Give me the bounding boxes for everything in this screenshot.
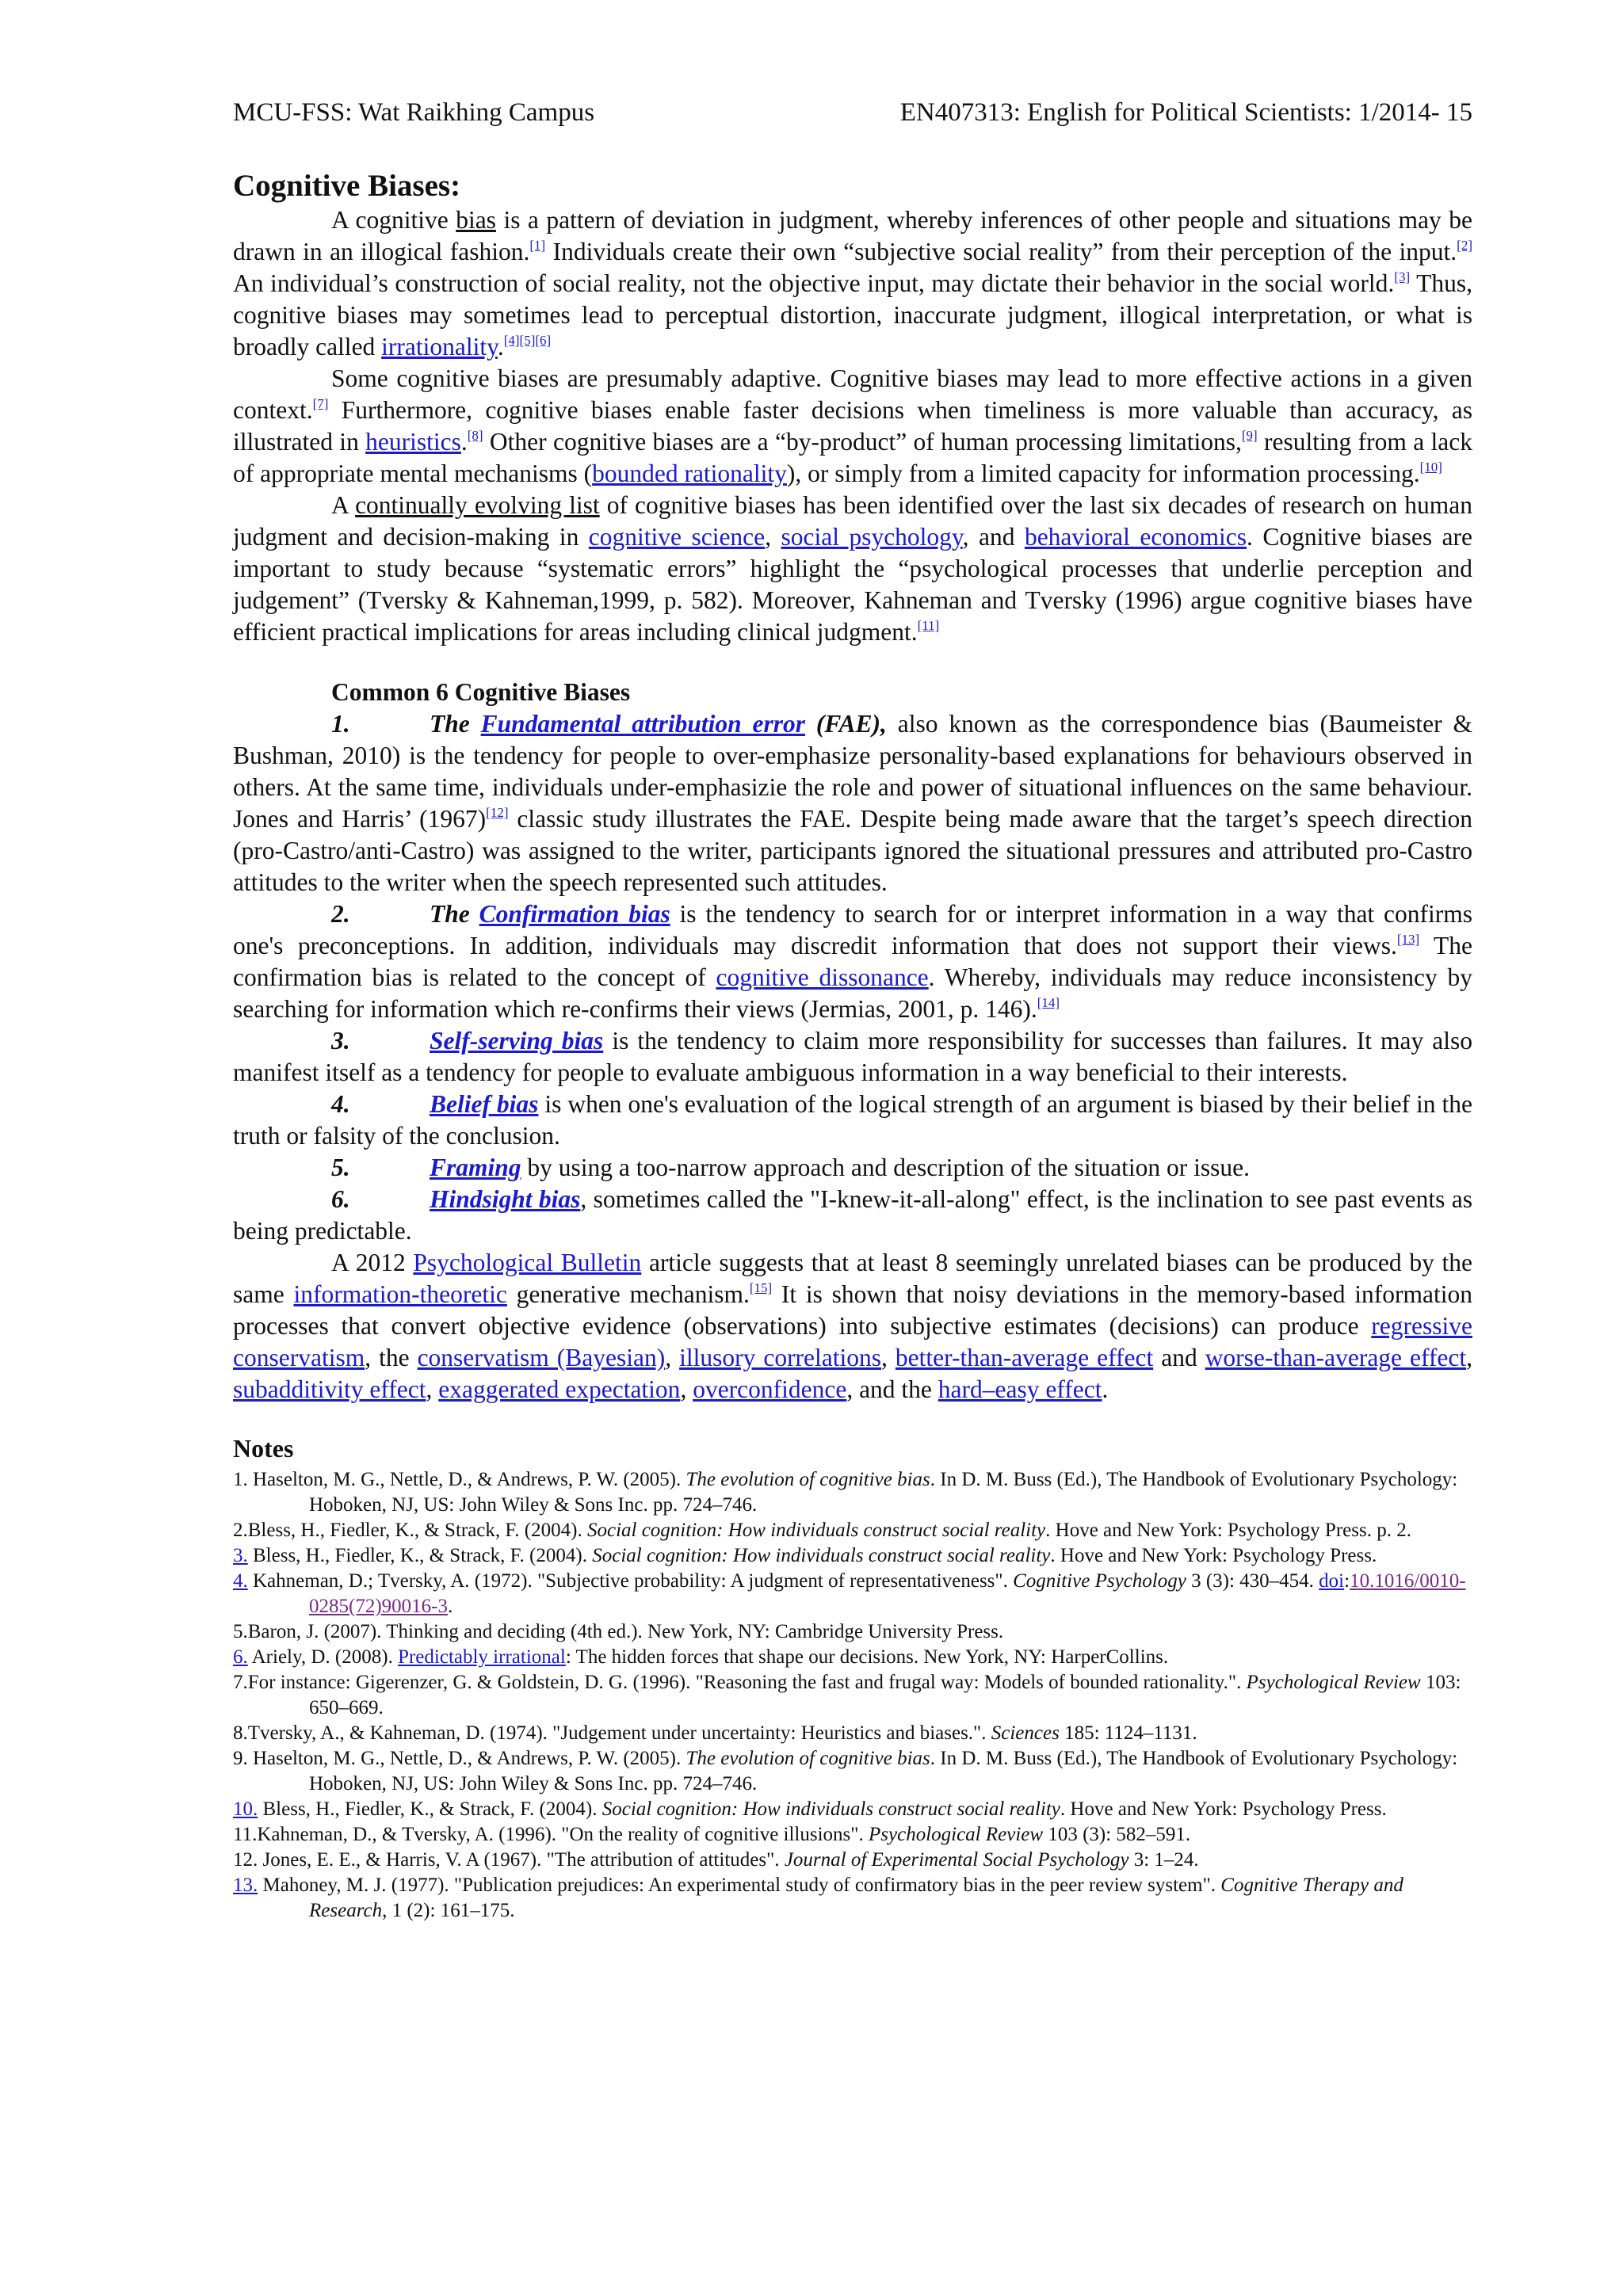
ref-12[interactable]: [12] [486,805,509,820]
link-cognitive-dissonance[interactable]: cognitive dissonance [716,963,929,991]
link-illusory-correlations[interactable]: illusory correlations [679,1344,882,1371]
note-11: 11.Kahneman, D., & Tversky, A. (1996). "On the reality of cognitive illusions". Psychological Review 103 (3): 582–591. [233,1824,1191,1845]
link-subadditivity-effect[interactable]: subadditivity effect [233,1375,426,1403]
link-predictably-irrational[interactable]: Predictably irrational [398,1646,566,1668]
note-12: 12. Jones, E. E., & Harris, V. A (1967). "The attribution of attitudes". Journal of Experimental Social Psychology 3: 1–24. [233,1849,1199,1871]
header-left: MCU-FSS: Wat Raikhing Campus [233,98,595,127]
ref-7[interactable]: [7] [312,396,329,411]
link-overconfidence[interactable]: overconfidence [693,1375,847,1403]
note-3: 3. Bless, H., Fiedler, K., & Strack, F. (2004). Social cognition: How individuals construct social reality. Hove and New York: Psychology Press. [233,1545,1377,1566]
page-header [233,93,1472,138]
header-right: EN407313: English for Political Scientists: 1/2014- 15 [899,98,1472,127]
ref-4-5-6[interactable]: [4][5][6] [503,333,552,348]
bias-item-1: 1. The Fundamental attribution error (FAE), also known as the correspondence bias (Baumeister & Bushman, 2010) is the tendency for people to over-emphasize personality-based explanations for behaviours observed in others. At the same time, individuals under-emphasizie the role and power of situational influences on the same behaviour. Jones and Harris’ (1967)[12] classic study illustrates the FAE. Despite being made aware that the target’s speech direction (pro-Castro/anti-Castro) was assigned to the writer, participants ignored the situational pressures and attributed pro-Castro attitudes to the writer when the speech represented such attitudes. [233,710,1473,896]
note-9: 9. Haselton, M. G., Nettle, D., & Andrews, P. W. (2005). The evolution of cognitive bias. In D. M. Buss (Ed.), The Handbook of Evolutionary Psychology: Hoboken, NJ, US: John Wiley & Sons Inc. pp. 724–746. [233,1748,1458,1794]
link-information-theoretic[interactable]: information-theoretic [293,1280,507,1308]
paragraph-2: Some cognitive biases are presumably adaptive. Cognitive biases may lead to more effective actions in a given context.[7] Furthermore, cognitive biases enable faster decisions when timeliness is more valuable than accuracy, as illustrated in heuristics.[8] Other cognitive biases are a “by-product” of human processing limitations,[9] resulting from a lack of appropriate mental mechanisms (bounded rationality), or simply from a limited capacity for information processing.[10] [233,364,1472,487]
link-hindsight-bias[interactable]: Hindsight bias [430,1185,581,1213]
link-belief-bias[interactable]: Belief bias [430,1090,539,1118]
ref-9[interactable]: [9] [1241,428,1258,443]
link-bounded-rationality[interactable]: bounded rationality [592,460,787,487]
paragraph-4: A 2012 Psychological Bulletin article suggests that at least 8 seemingly unrelated biases can be produced by the same information-theoretic generative mechanism.[15] It is shown that noisy deviations in the memory-based information processes that convert objective evidence (observations) into subjective estimates (decisions) can produce regressive conservatism, the conservatism (Bayesian), illusory correlations, better-than-average effect and worse-than-average effect, subadditivity effect, exaggerated expectation, overconfidence, and the hard–easy effect. [233,1249,1473,1403]
bias-item-6: 6. Hindsight bias, sometimes called the "I-knew-it-all-along" effect, is the inclination to see past events as being predictable. [233,1185,1472,1245]
note-1: 1. Haselton, M. G., Nettle, D., & Andrews, P. W. (2005). The evolution of cognitive bias. In D. M. Buss (Ed.), The Handbook of Evolutionary Psychology: Hoboken, NJ, US: John Wiley & Sons Inc. pp. 724–746. [233,1469,1458,1516]
doi-value-link[interactable]: 10.1016/0010-0285(72)90016-3 [309,1570,1466,1617]
notes-list [233,1467,1472,1924]
note-4-link[interactable]: 4. [233,1570,248,1592]
link-irrationality[interactable]: irrationality [381,333,498,360]
ref-10[interactable]: [10] [1419,460,1442,475]
ref-1[interactable]: [1] [529,238,546,253]
note-6-link[interactable]: 6. [233,1646,248,1668]
note-5: 5.Baron, J. (2007). Thinking and deciding (4th ed.). New York, NY: Cambridge University Press. [233,1621,1004,1642]
paragraph-1: A cognitive bias is a pattern of deviation in judgment, whereby inferences of other people and situations may be drawn in an illogical fashion.[1] Individuals create their own “subjective social reality” from their perception of the input.[2] An individual’s construction of social reality, not the objective input, may dictate their behavior in the social world.[3] Thus, cognitive biases may sometimes lead to perceptual distortion, inaccurate judgment, illogical interpretation, or what is broadly called irrationality.[4][5][6] [233,206,1472,360]
link-behavioral-economics[interactable]: behavioral economics [1024,523,1247,551]
link-heuristics[interactable]: heuristics [365,428,461,456]
bias-item-4: 4. Belief bias is when one's evaluation of the logical strength of an argument is biased by their belief in the truth or falsity of the conclusion. [233,1090,1472,1150]
link-worse-than-average-effect[interactable]: worse-than-average effect [1205,1344,1467,1371]
link-psychological-bulletin[interactable]: Psychological Bulletin [413,1249,642,1276]
link-exaggerated-expectation[interactable]: exaggerated expectation [438,1375,681,1403]
note-4: 4. Kahneman, D.; Tversky, A. (1972). "Subjective probability: A judgment of representativeness". Cognitive Psychology 3 (3): 430–454. doi:10.1016/0010-0285(72)90016-3. [233,1570,1466,1617]
notes-heading: Notes [233,1434,294,1463]
link-bias[interactable]: bias [456,206,496,234]
document-page [233,93,1472,1924]
ref-14[interactable]: [14] [1037,995,1060,1010]
bias-item-5: 5. Framing by using a too-narrow approach and description of the situation or issue. [331,1154,1250,1181]
ref-2[interactable]: [2] [1457,238,1472,253]
link-social-psychology[interactable]: social psychology [781,523,963,551]
common-biases-heading: Common 6 Cognitive Biases [331,678,631,706]
note-13-link[interactable]: 13. [233,1875,258,1896]
link-confirmation-bias[interactable]: Confirmation bias [479,900,670,928]
note-6: 6. Ariely, D. (2008). Predictably irrational: The hidden forces that shape our decisions. New York, NY: HarperCollins. [233,1646,1169,1668]
doi-link[interactable]: doi [1319,1570,1345,1592]
note-7: 7.For instance: Gigerenzer, G. & Goldstein, D. G. (1996). "Reasoning the fast and frugal way: Models of bounded rationality.". Psychological Review 103: 650–669. [233,1672,1461,1718]
note-10-link[interactable]: 10. [233,1798,258,1820]
link-framing[interactable]: Framing [430,1154,521,1181]
paragraph-3: A continually evolving list of cognitive biases has been identified over the last six decades of research on human judgment and decision-making in cognitive science, social psychology, and behavioral economics. Cognitive biases are important to study because “systematic errors” highlight the “psychological processes that underlie perception and judgement” (Tversky & Kahneman,1999, p. 582). Moreover, Kahneman and Tversky (1996) argue cognitive biases have efficient practical implications for areas including clinical judgment.[11] [233,491,1472,646]
note-13: 13. Mahoney, M. J. (1977). "Publication prejudices: An experimental study of confirmatory bias in the peer review system". Cognitive Therapy and Research, 1 (2): 161–175. [233,1875,1403,1921]
link-fundamental-attribution-error[interactable]: Fundamental attribution error [480,710,806,738]
ref-13[interactable]: [13] [1396,932,1420,947]
ref-8[interactable]: [8] [467,428,483,443]
ref-15[interactable]: [15] [749,1280,773,1295]
note-3-link[interactable]: 3. [233,1545,248,1566]
link-regressive-conservatism[interactable]: regressive conservatism [233,1312,1472,1371]
bias-item-3: 3. Self-serving bias is the tendency to claim more responsibility for successes than failures. It may also manifest itself as a tendency for people to evaluate ambiguous information in a way beneficial to their interests. [233,1027,1473,1086]
note-10: 10. Bless, H., Fiedler, K., & Strack, F. (2004). Social cognition: How individuals construct social reality. Hove and New York: Psychology Press. [233,1798,1387,1820]
link-conservatism-bayesian[interactable]: conservatism (Bayesian) [417,1344,666,1371]
link-self-serving-bias[interactable]: Self-serving bias [430,1027,604,1055]
bias-item-2: 2. The Confirmation bias is the tendency to search for or interpret information in a way that confirms one's preconceptions. In addition, individuals may discredit information that does not support their views.[13] The confirmation bias is related to the concept of cognitive dissonance. Whereby, individuals may reduce inconsistency by searching for information which re-confirms their views (Jermias, 2001, p. 146).[14] [233,900,1472,1023]
ref-11[interactable]: [11] [917,618,940,633]
link-better-than-average-effect[interactable]: better-than-average effect [895,1344,1154,1371]
note-8: 8.Tversky, A., & Kahneman, D. (1974). "Judgement under uncertainty: Heuristics and biases.". Sciences 185: 1124–1131. [233,1722,1197,1744]
section-title: Cognitive Biases: [233,169,461,203]
ref-3[interactable]: [3] [1394,269,1411,284]
link-continually-evolving-list[interactable]: continually evolving list [355,491,600,519]
note-2: 2.Bless, H., Fiedler, K., & Strack, F. (2004). Social cognition: How individuals construct social reality. Hove and New York: Psychology Press. p. 2. [233,1520,1411,1541]
link-hard-easy-effect[interactable]: hard–easy effect [938,1375,1102,1403]
link-cognitive-science[interactable]: cognitive science [588,523,766,551]
